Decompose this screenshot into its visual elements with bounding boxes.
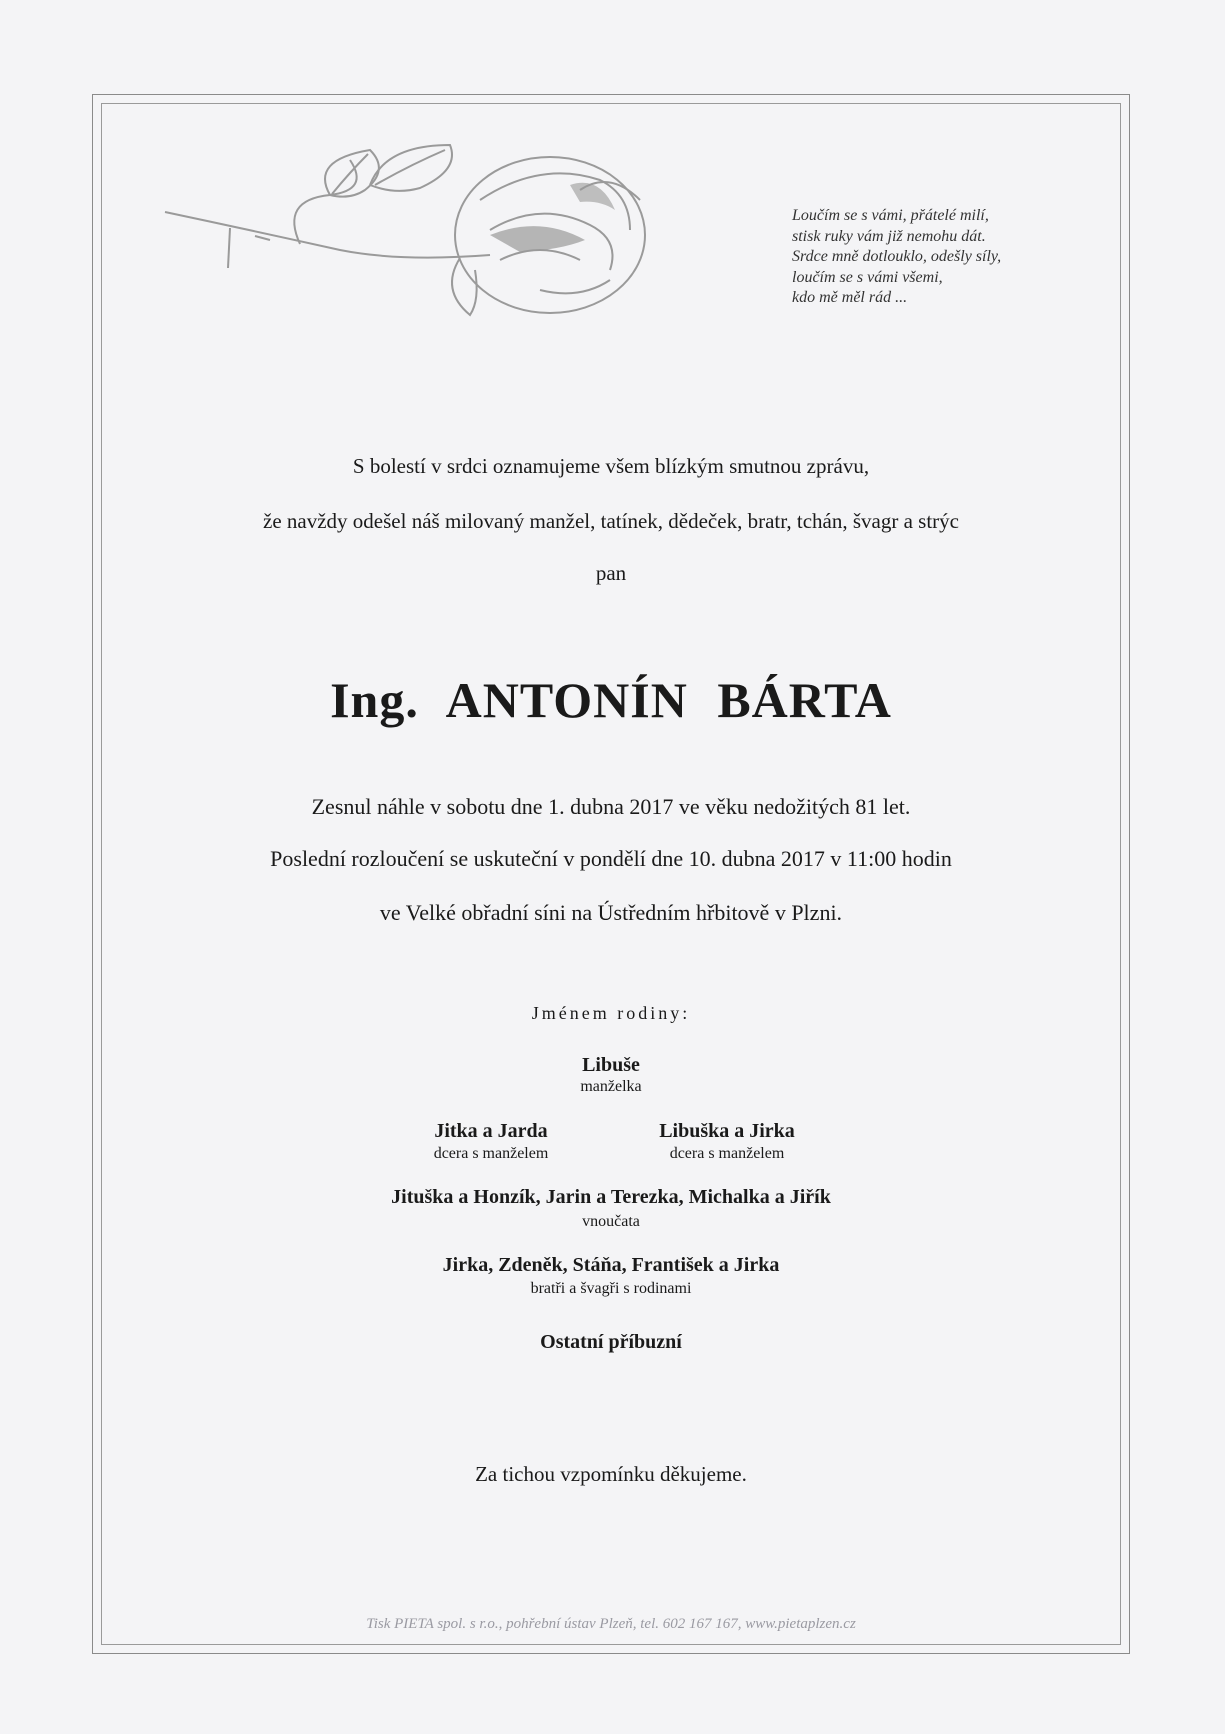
poem-line: Loučím se s vámi, přátelé milí, <box>792 207 989 224</box>
other-relatives: Ostatní příbuzní <box>540 1331 682 1353</box>
daughter1-relation: dcera s manželem <box>433 1145 549 1162</box>
details-line-3: ve Velké obřadní síni na Ústředním hřbitově v Plzni. <box>379 900 843 925</box>
closing-thanks: Za tichou vzpomínku děkujeme. <box>475 1462 747 1486</box>
grandchildren-names: Jituška a Honzík, Jarin a Terezka, Michalka a Jiřík <box>391 1186 831 1208</box>
rose-illustration <box>160 140 720 340</box>
grandchildren-relation: vnoučata <box>582 1213 640 1230</box>
poem-line: stisk ruky vám již nemohu dát. <box>792 227 986 245</box>
announcement-line-3: pan <box>595 561 627 585</box>
daughter1-name: Jitka a Jarda <box>434 1120 548 1142</box>
deceased-name: Ing. ANTONÍN BÁRTA <box>330 672 892 728</box>
announcement-line-2: že navždy odešel náš milovaný manžel, tatínek, dědeček, bratr, tchán, švagr a strýc <box>263 509 959 533</box>
poem-line: kdo mě měl rád ... <box>792 289 908 306</box>
announcement-line-1: S bolestí v srdci oznamujeme všem blízkým smutnou zprávu, <box>352 454 870 478</box>
siblings-relation: bratři a švagři s rodinami <box>530 1280 692 1297</box>
details-line-2: Poslední rozloučení se uskuteční v pondělí dne 10. dubna 2017 v 11:00 hodin <box>270 846 952 871</box>
poem-line: Srdce mně dotlouklo, odešly síly, <box>792 248 1002 265</box>
farewell-poem <box>792 206 1092 309</box>
poem-line: loučím se s vámi všemi, <box>792 268 943 286</box>
siblings-names: Jirka, Zdeněk, Stáňa, František a Jirka <box>442 1254 780 1276</box>
details-line-1: Zesnul náhle v sobotu dne 1. dubna 2017 ve věku nedožitých 81 let. <box>311 794 911 819</box>
daughter2-name: Libuška a Jirka <box>659 1120 795 1142</box>
wife-relation: manželka <box>580 1078 642 1095</box>
printer-footer: Tisk PIETA spol. s r.o., pohřební ústav Plzeň, tel. 602 167 167, www.pietaplzen.cz <box>366 1616 856 1632</box>
family-heading: Jménem rodiny: <box>531 1003 691 1023</box>
daughter2-relation: dcera s manželem <box>669 1145 785 1162</box>
wife-name: Libuše <box>582 1054 640 1076</box>
